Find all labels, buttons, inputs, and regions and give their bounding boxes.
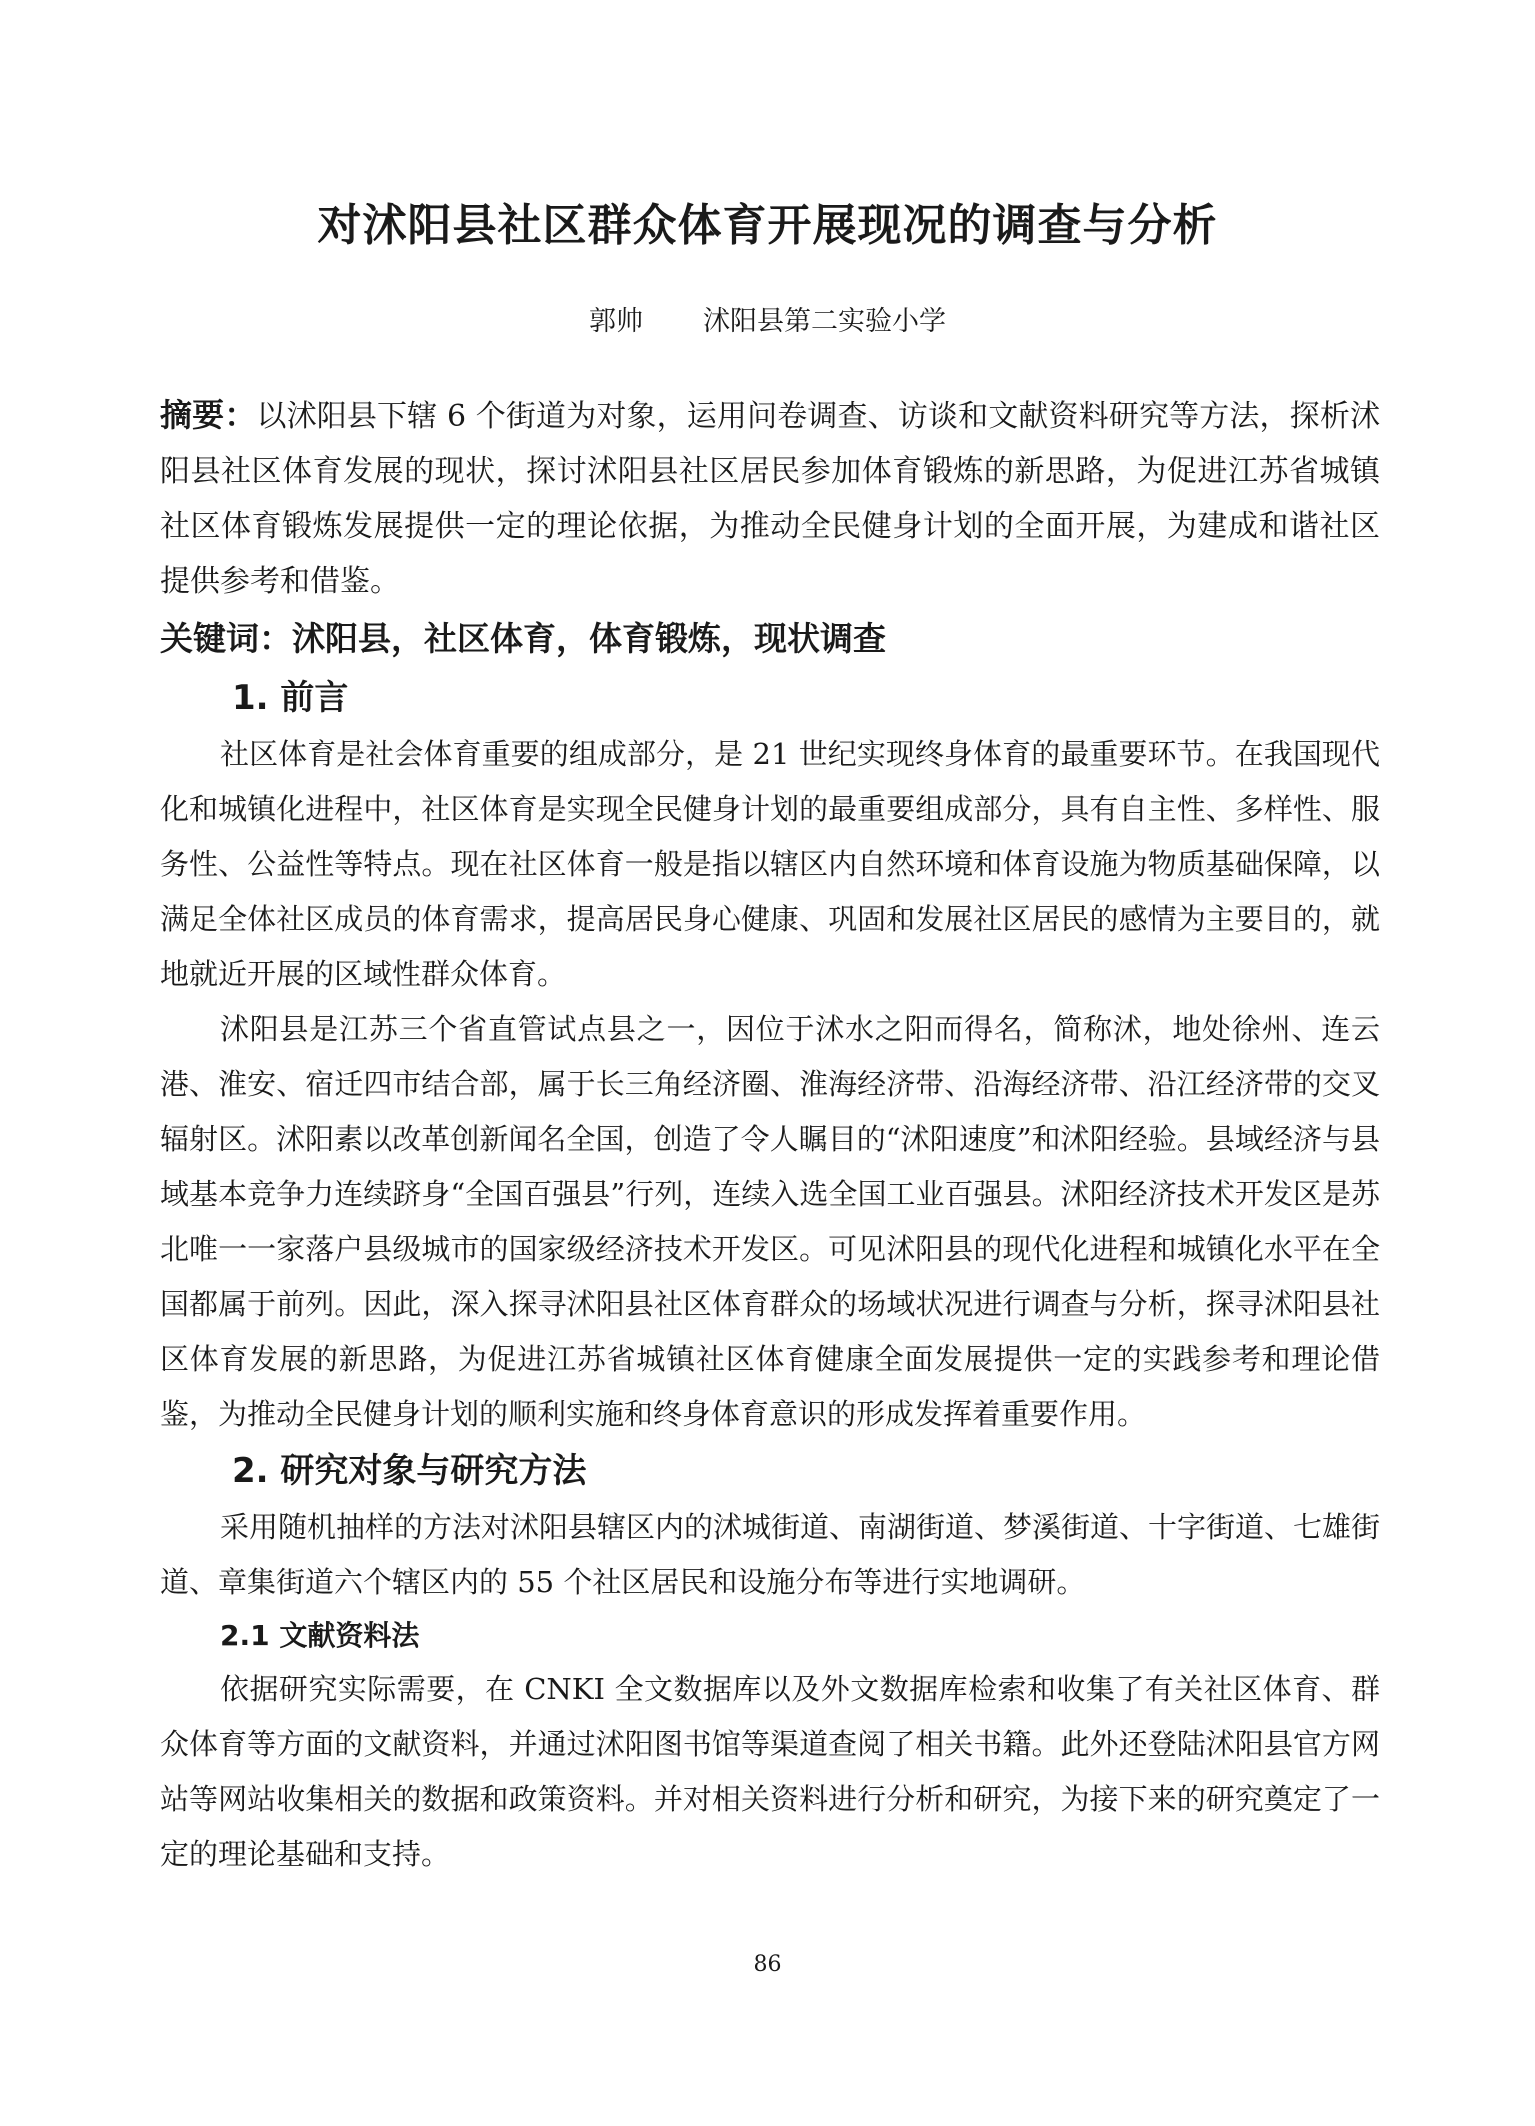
author-line [0,302,1535,342]
abstract [160,388,1380,609]
keywords: 关键词：沭阳县，社区体育，体育锻炼，现状调查 [160,619,886,658]
paragraph: 采用随机抽样的方法对沭阳县辖区内的沭城街道、南湖街道、梦溪街道、十字街道、七雄街道、章集街道六个辖区内的 55 个社区居民和设施分布等进行实地调研。 [160,1510,1381,1599]
subsection-heading-literature: 2.1 文献资料法 [220,1619,420,1652]
abstract-label: 摘要： [160,396,257,434]
paragraph: 沭阳县是江苏三个省直管试点县之一，因位于沭水之阳而得名，简称沭，地处徐州、连云港、淮安、宿迁四市结合部，属于长三角经济圈、淮海经济带、沿海经济带、沿江经济带的交叉辐射区。沭阳素以改革创新闻名全国，创造了令人瞩目的“沭阳速度”和沭阳经验。县域经济与县域基本竞争力连续跻身“全国百强县”行列，连续入选全国工业百强县。沭阳经济技术开发区是苏北唯一一家落户县级城市的国家级经济技术开发区。可见沭阳县的现代化进程和城镇化水平在全国都属于前列。因此，深入探寻沭阳县社区体育群众的场域状况进行调查与分析，探寻沭阳县社区体育发展的新思路，为促进江苏省城镇社区体育健康全面发展提供一定的实践参考和理论借鉴，为推动全民健身计划的顺利实施和终身体育意识的形成发挥着重要作用。 [160,1012,1380,1431]
paper-body [160,388,1380,1882]
page-number: 86 [753,1952,782,1977]
author-affiliation: 沭阳县第二实验小学 [703,306,946,337]
author-name: 郭帅 [589,306,643,337]
section-heading-introduction: 1. 前言 [232,678,349,718]
paper-title: 对沭阳县社区群众体育开展现况的调查与分析 [317,200,1218,251]
paragraph: 社区体育是社会体育重要的组成部分，是 21 世纪实现终身体育的最重要环节。在我国现代化和城镇化进程中，社区体育是实现全民健身计划的最重要组成部分，具有自主性、多样性、服务性、公益性等特点。现在社区体育一般是指以辖区内自然环境和体育设施为物质基础保障，以满足全体社区成员的体育需求，提高居民身心健康、巩固和发展社区居民的感情为主要目的，就地就近开展的区域性群众体育。 [160,737,1380,991]
abstract-text: 以沭阳县下辖 6 个街道为对象，运用问卷调查、访谈和文献资料研究等方法，探析沭阳县社区体育发展的现状，探讨沭阳县社区居民参加体育锻炼的新思路，为促进江苏省城镇社区体育锻炼发展提供一定的理论依据，为推动全民健身计划的全面开展，为建成和谐社区提供参考和借鉴。 [160,399,1380,599]
section-heading-methods: 2. 研究对象与研究方法 [232,1451,587,1491]
paragraph: 依据研究实际需要，在 CNKI 全文数据库以及外文数据库检索和收集了有关社区体育、群众体育等方面的文献资料，并通过沭阳图书馆等渠道查阅了相关书籍。此外还登陆沭阳县官方网站等网站收集相关的数据和政策资料。并对相关资料进行分析和研究，为接下来的研究奠定了一定的理论基础和支持。 [160,1672,1380,1871]
